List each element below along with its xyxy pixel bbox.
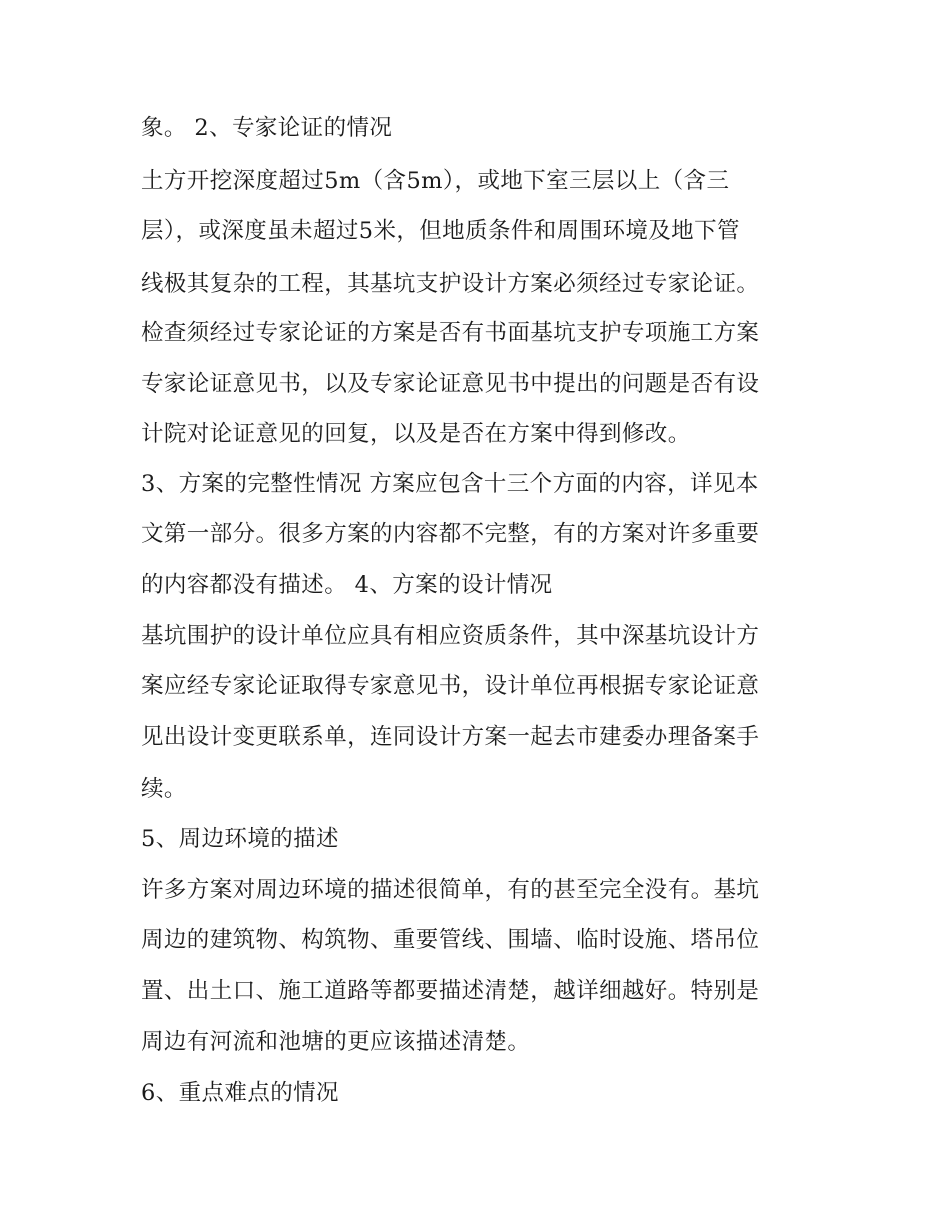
- text-line: 周边有河流和池塘的更应该描述清楚。: [141, 1029, 531, 1055]
- text-line: 见出设计变更联系单，连同设计方案一起去市建委办理备案手: [141, 724, 760, 750]
- text-line: 的内容都没有描述。 4、方案的设计情况: [141, 572, 553, 598]
- text-line: 线极其复杂的工程，其基坑支护设计方案必须经过专家论证。: [141, 271, 760, 297]
- text-line: 周边的建筑物、构筑物、重要管线、围墙、临时设施、塔吊位: [141, 927, 760, 953]
- text-line: 象。 2、专家论证的情况: [141, 115, 393, 141]
- text-line: 3、方案的完整性情况 方案应包含十三个方面的内容，详见本: [141, 471, 759, 497]
- text-line: 文第一部分。很多方案的内容都不完整，有的方案对许多重要: [141, 521, 760, 547]
- text-line: 计院对论证意见的回复，以及是否在方案中得到修改。: [141, 421, 691, 447]
- text-line: 土方开挖深度超过5m（含5m），或地下室三层以上（含三: [141, 168, 730, 194]
- text-line: 专家论证意见书，以及专家论证意见书中提出的问题是否有设: [141, 371, 760, 397]
- text-line: 许多方案对周边环境的描述很简单，有的甚至完全没有。基坑: [141, 877, 760, 903]
- text-line: 基坑围护的设计单位应具有相应资质条件，其中深基坑设计方: [141, 623, 760, 649]
- text-line: 层），或深度虽未超过5米，但地质条件和周围环境及地下管: [141, 218, 740, 244]
- text-line: 6、重点难点的情况: [141, 1080, 339, 1106]
- text-line: 检查须经过专家论证的方案是否有书面基坑支护专项施工方案: [141, 320, 760, 346]
- text-line: 5、周边环境的描述: [141, 826, 339, 852]
- text-line: 续。: [141, 776, 187, 802]
- text-line: 案应经专家论证取得专家意见书，设计单位再根据专家论证意: [141, 673, 760, 699]
- text-line: 置、出土口、施工道路等都要描述清楚，越详细越好。特别是: [141, 978, 760, 1004]
